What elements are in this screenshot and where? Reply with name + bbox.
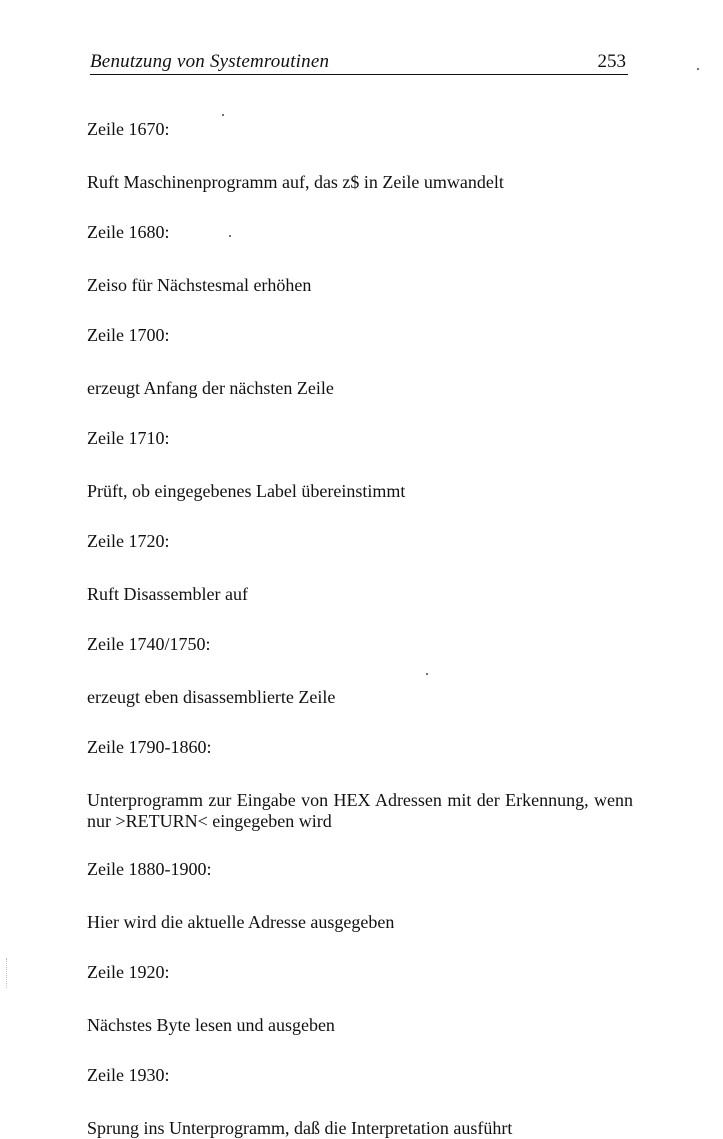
line-description: Unterprogramm zur Eingabe von HEX Adressen mit der Erkennung, wenn nur >RETURN< eingegeben wird — [87, 790, 633, 831]
line-description: Ruft Disassembler auf — [87, 584, 248, 604]
line-reference: Zeile 1700: — [87, 325, 170, 345]
scan-speck — [222, 114, 224, 116]
line-description: Prüft, ob eingegebenes Label übereinstimmt — [87, 481, 406, 501]
scan-speck — [697, 68, 699, 70]
list-item — [87, 116, 633, 193]
line-description: Nächstes Byte lesen und ausgeben — [87, 1015, 335, 1035]
list-item — [87, 528, 633, 605]
scan-speck — [229, 235, 231, 237]
list-item — [87, 425, 633, 502]
list-item — [87, 959, 633, 1036]
list-item — [87, 856, 633, 933]
running-title: Benutzung von Systemroutinen — [90, 51, 330, 72]
scan-margin-marks — [6, 958, 8, 988]
scan-speck — [426, 673, 428, 675]
line-reference: Zeile 1880-1900: — [87, 859, 212, 879]
line-description: Zeiso für Nächstesmal erhöhen — [87, 275, 312, 295]
line-description: erzeugt eben disassemblierte Zeile — [87, 687, 336, 707]
list-item — [87, 219, 633, 296]
list-item — [87, 631, 633, 708]
list-item — [87, 322, 633, 399]
page-body — [87, 116, 633, 1139]
line-reference: Zeile 1790-1860: — [87, 737, 212, 757]
page-number: 253 — [597, 51, 626, 72]
line-reference: Zeile 1710: — [87, 428, 170, 448]
line-description: Sprung ins Unterprogramm, daß die Interpretation ausführt — [87, 1118, 513, 1138]
line-description: erzeugt Anfang der nächsten Zeile — [87, 378, 334, 398]
line-reference: Zeile 1670: — [87, 119, 170, 139]
line-reference: Zeile 1680: — [87, 222, 170, 242]
list-item — [87, 734, 633, 832]
line-description: Ruft Maschinenprogramm auf, das z$ in Zeile umwandelt — [87, 172, 504, 192]
line-reference: Zeile 1930: — [87, 1065, 170, 1085]
list-item — [87, 1062, 633, 1139]
line-description: Hier wird die aktuelle Adresse ausgegeben — [87, 912, 395, 932]
page-header — [90, 50, 628, 75]
line-reference: Zeile 1720: — [87, 531, 170, 551]
line-reference: Zeile 1740/1750: — [87, 634, 211, 654]
line-reference: Zeile 1920: — [87, 962, 170, 982]
